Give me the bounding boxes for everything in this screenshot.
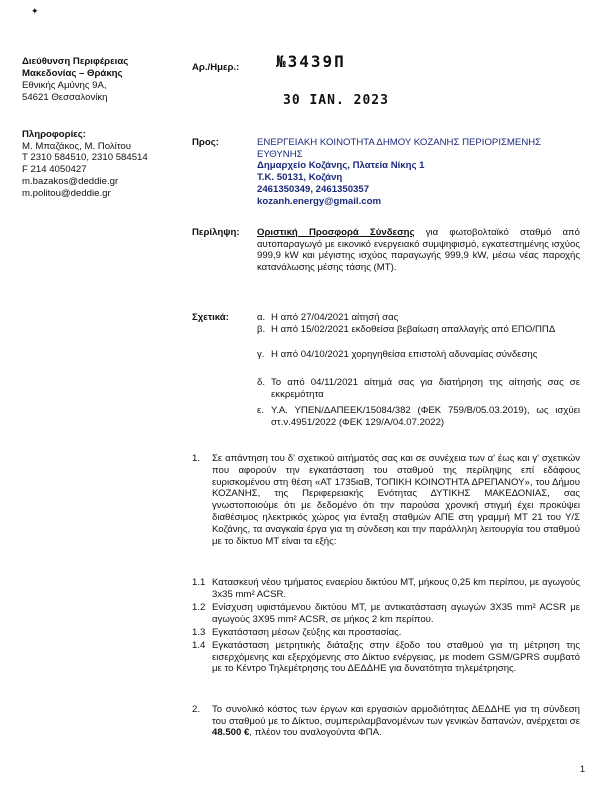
sub-1-1-number: 1.1 <box>192 577 206 588</box>
sub-1-4-text: Εγκατάσταση μετρητικής διάταξης στην έξοδο του σταθμού για τη μέτρηση της εισερχόμενης και εξερχόμενης στο Δίκτυο ενέργειας, με modem GSM/GPRS συμβατό με το Κέντρο Τηλεμέτρησης του ΔΕΔΔΗΕ για δυνατότητα τηλεμέτρησης. <box>212 640 580 675</box>
summary-text <box>257 227 580 274</box>
recipient-line2: ΕΥΘΥΝΗΣ <box>257 148 303 160</box>
contact-names: Μ. Μπαζάκος, Μ. Πολίτου <box>22 140 132 152</box>
summary-body: για φωτοβολταϊκό σταθμό από αυτοπαραγωγό με εικονικό ενεργειακό συμψηφισμό, εγκατεστημένης ισχύος 999,9 kW και μέγιστης ισχύος παραγωγής 999,9 kW, μέσω νέας παροχής κατανάλωσης μέσης τάσης (ΜΤ). <box>257 227 581 274</box>
recipient-line4: Τ.Κ. 50131, Κοζάνη <box>257 172 343 184</box>
para-2-text <box>212 704 580 739</box>
sub-1-3-text: Εγκατάσταση μέσων ζεύξης και προστασίας. <box>212 627 402 638</box>
contact-block <box>22 129 148 199</box>
sub-1-3-number: 1.3 <box>192 627 206 638</box>
related-item-b-text: Η από 15/02/2021 εκδοθείσα βεβαίωση απαλλαγής από ΕΠΟ/ΠΠΔ <box>271 324 556 335</box>
para-2-body: Το συνολικό κόστος των έργων και εργασιών αρμοδιότητας ΔΕΔΔΗΕ για τη σύνδεση του σταθμού με το Δίκτυο, συμπεριλαμβανομένων των γενικών δαπανών, ανέρχεται σε <box>212 704 580 727</box>
recipient-label: Προς: <box>192 137 219 148</box>
recipient-line5: 2461350349, 2461350357 <box>257 183 370 195</box>
sender-address <box>22 80 108 103</box>
contact-email-2[interactable]: m.politou@deddie.gr <box>22 187 111 199</box>
related-item-a-letter: α. <box>257 312 266 323</box>
sender-org <box>22 56 128 79</box>
related-item-d-letter: δ. <box>257 377 266 388</box>
page-mark: 1 <box>580 764 586 774</box>
recipient-line3: Δημαρχείο Κοζάνης, Πλατεία Νίκης 1 <box>257 160 425 172</box>
protocol-date-stamp: 30 ΙΑΝ. 2023 <box>283 93 389 108</box>
protocol-number-stamp: №3439Π <box>276 52 346 71</box>
related-item-e-letter: ε. <box>257 405 264 416</box>
sub-1-2-text: Ενίσχυση υφιστάμενου δικτύου ΜΤ, με αντικατάσταση αγωγών 3X35 mm² ACSR με αγωγούς 3X95 mm² ACSR, σε μήκος 2 km περίπου. <box>212 602 580 625</box>
para-2-number: 2. <box>192 704 201 715</box>
scan-mark: ✦ <box>31 6 39 16</box>
contact-phones: Τ 2310 584510, 2310 584514 <box>22 152 148 164</box>
summary-bold: Οριστική Προσφορά Σύνδεσης <box>257 227 415 238</box>
protocol-label: Αρ./Ημερ.: <box>192 62 240 73</box>
related-label: Σχετικά: <box>192 312 229 323</box>
contact-heading: Πληροφορίες: <box>22 129 86 140</box>
sub-1-4-number: 1.4 <box>192 640 206 651</box>
related-item-b-letter: β. <box>257 324 266 335</box>
sub-1-1-text: Κατασκευή νέου τμήματος εναερίου δικτύου ΜΤ, μήκους 0,25 km περίπου, με αγωγούς 3x35 mm² ACSR. <box>212 577 580 600</box>
related-item-d-text: Το από 04/11/2021 αίτημά σας για διατήρηση της αίτησής σας σε εκκρεμότητα <box>271 377 580 400</box>
sender-org-line1: Διεύθυνση Περιφέρειας <box>22 56 129 67</box>
summary-label: Περίληψη: <box>192 227 240 238</box>
related-item-c-letter: γ. <box>257 349 265 360</box>
recipient-block <box>257 137 541 207</box>
para-2-amount: 48.500 € <box>212 727 250 739</box>
related-item-e-text: Υ.Α. ΥΠΕΝ/ΔΑΠΕΕΚ/15084/382 (ΦΕΚ 759/Β/05.03.2019), ως ισχύει στ.ν.4951/2022 (ΦΕΚ 129/Α/04.07.2022) <box>271 405 580 428</box>
contact-email-1[interactable]: m.bazakos@deddie.gr <box>22 175 119 187</box>
recipient-email[interactable]: kozanh.energy@gmail.com <box>257 195 381 207</box>
related-item-c-text: Η από 04/10/2021 χορηγηθείσα επιστολή αδυναμίας σύνδεσης <box>271 349 538 360</box>
related-item-a-text: Η από 27/04/2021 αίτησή σας <box>271 312 399 323</box>
recipient-line1: ΕΝΕΡΓΕΙΑΚΗ ΚΟΙΝΟΤΗΤΑ ΔΗΜΟΥ ΚΟΖΑΝΗΣ ΠΕΡΙΟΡΙΣΜΕΝΗΣ <box>257 137 542 148</box>
para-1-text: Σε απάντηση του δ' σχετικού αιτήματός σας και σε συνέχεια των α' έως και γ' σχετικών που αφορούν την εγκατάσταση του σταθμού της περίληψης επί εδάφους ευρισκομένου στη θέση «ΑΤ 1735ιαΒ, ΤΟΠΙΚΗ ΚΟΙΝΟΤΗΤΑ ΔΡΕΠΑΝΟΥ», του Δήμου ΚΟΖΑΝΗΣ, της Περιφερειακής Ενότητας ΔΥΤΙΚΗΣ ΜΑΚΕΔΟΝΙΑΣ, σας γνωστοποιούμε ότι με δεδομένο ότι την παρούσα χρονική στιγμή έχει προκύψει διαθέσιμος ηλεκτρικός χώρος για ένταξη σταθμών ΑΠΕ στη γραμμή ΜΤ 21 του Υ/Σ Κοζάνης, τα αναγκαία έργα για τη σύνδεση και την παράλληλη λειτουργία του σταθμού με το δίκτυο ΜΤ είναι τα εξής: <box>212 453 580 547</box>
sub-1-2-number: 1.2 <box>192 602 206 613</box>
sender-address-line1: Εθνικής Αμύνης 9Α, <box>22 80 107 91</box>
para-2-tail: , πλέον του αναλογούντα ΦΠΑ. <box>249 727 382 739</box>
contact-fax: F 214 4050427 <box>22 164 87 176</box>
para-1-number: 1. <box>192 453 201 464</box>
sender-address-line2: 54621 Θεσσαλονίκη <box>22 91 108 103</box>
sender-org-line2: Μακεδονίας – Θράκης <box>22 67 123 79</box>
